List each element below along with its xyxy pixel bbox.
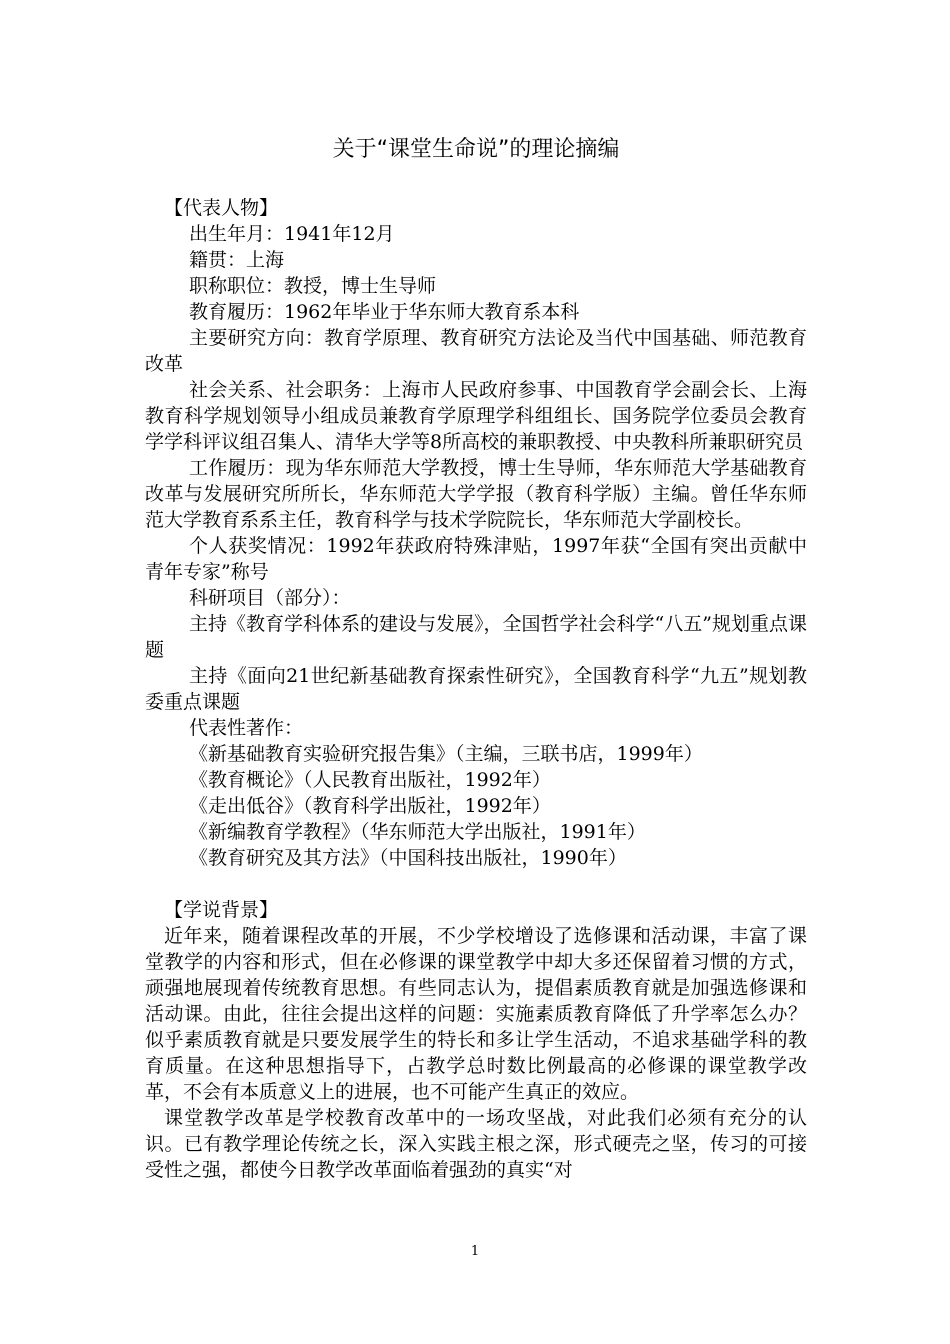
body-paragraph: 近年来，随着课程改革的开展，不少学校增设了选修课和活动课，丰富了课堂教学的内容和形式，但在必修课的课堂教学中却大多还保留着习惯的方式，顽强地展现着传统教育思想。有些同志认为，提倡素质教育就是加强选修课和活动课。由此，往往会提出这样的问题：实施素质教育降低了升学率怎么办？似乎素质教育就是只要发展学生的特长和多让学生活动，不追求基础学科的教育质量。在这种思想指导下，占教学总时数比例最高的必修课的课堂教学改革，不会有本质意义上的进展，也不可能产生真正的效应。 — [145, 925, 807, 1103]
work-item: 《教育研究及其方法》（中国科技出版社，1990年） — [189, 847, 627, 869]
info-line-birth: 出生年月：1941年12月 — [189, 223, 395, 245]
info-line-projects-label: 科研项目（部分）： — [189, 587, 351, 609]
info-line-works-label: 代表性著作： — [189, 717, 304, 739]
info-line-hometown: 籍贯：上海 — [189, 249, 285, 271]
section-spacer — [145, 871, 807, 897]
section-heading-representative: 【代表人物】 — [164, 197, 279, 219]
page-number: 1 — [470, 1244, 480, 1259]
body-paragraph: 课堂教学改革是学校教育改革中的一场攻坚战，对此我们必须有充分的认识。已有教学理论传统之长，深入实践主根之深，形式硬壳之坚，传习的可接受性之强，都使今日教学改革面临着强劲的真实“对 — [145, 1107, 807, 1181]
project-item: 主持《面向21世纪新基础教育探索性研究》，全国教育科学“九五”规划教委重点课题 — [145, 665, 807, 713]
section-heading-background: 【学说背景】 — [164, 899, 279, 921]
page-title: 关于“课堂生命说”的理论摘编 — [332, 137, 620, 162]
info-line-awards: 个人获奖情况：1992年获政府特殊津贴，1997年获“全国有突出贡献中青年专家”称号 — [145, 535, 807, 583]
work-item: 《教育概论》（人民教育出版社，1992年） — [189, 769, 551, 791]
work-item: 《走出低谷》（教育科学出版社，1992年） — [189, 795, 551, 817]
info-line-education: 教育履历：1962年毕业于华东师大教育系本科 — [189, 301, 580, 323]
info-line-work: 工作履历：现为华东师范大学教授，博士生导师，华东师范大学基础教育改革与发展研究所所长，华东师范大学学报（教育科学版）主编。曾任华东师范大学教育系系主任，教育科学与技术学院院长，华东师范大学副校长。 — [145, 457, 807, 531]
info-line-title: 职称职位：教授，博士生导师 — [189, 275, 437, 297]
info-line-research: 主要研究方向：教育学原理、教育研究方法论及当代中国基础、师范教育改革 — [145, 327, 807, 375]
work-item: 《新编教育学教程》（华东师范大学出版社，1991年） — [189, 821, 646, 843]
project-item: 主持《教育学科体系的建设与发展》，全国哲学社会科学“八五”规划重点课题 — [145, 613, 807, 661]
info-line-social: 社会关系、社会职务：上海市人民政府参事、中国教育学会副会长、上海教育科学规划领导小组成员兼教育学原理学科组组长、国务院学位委员会教育学学科评议组召集人、清华大学等8所高校的兼职教授、中央教科所兼职研究员 — [145, 379, 807, 453]
work-item: 《新基础教育实验研究报告集》（主编，三联书店，1999年） — [189, 743, 703, 765]
document-body — [145, 195, 807, 1183]
